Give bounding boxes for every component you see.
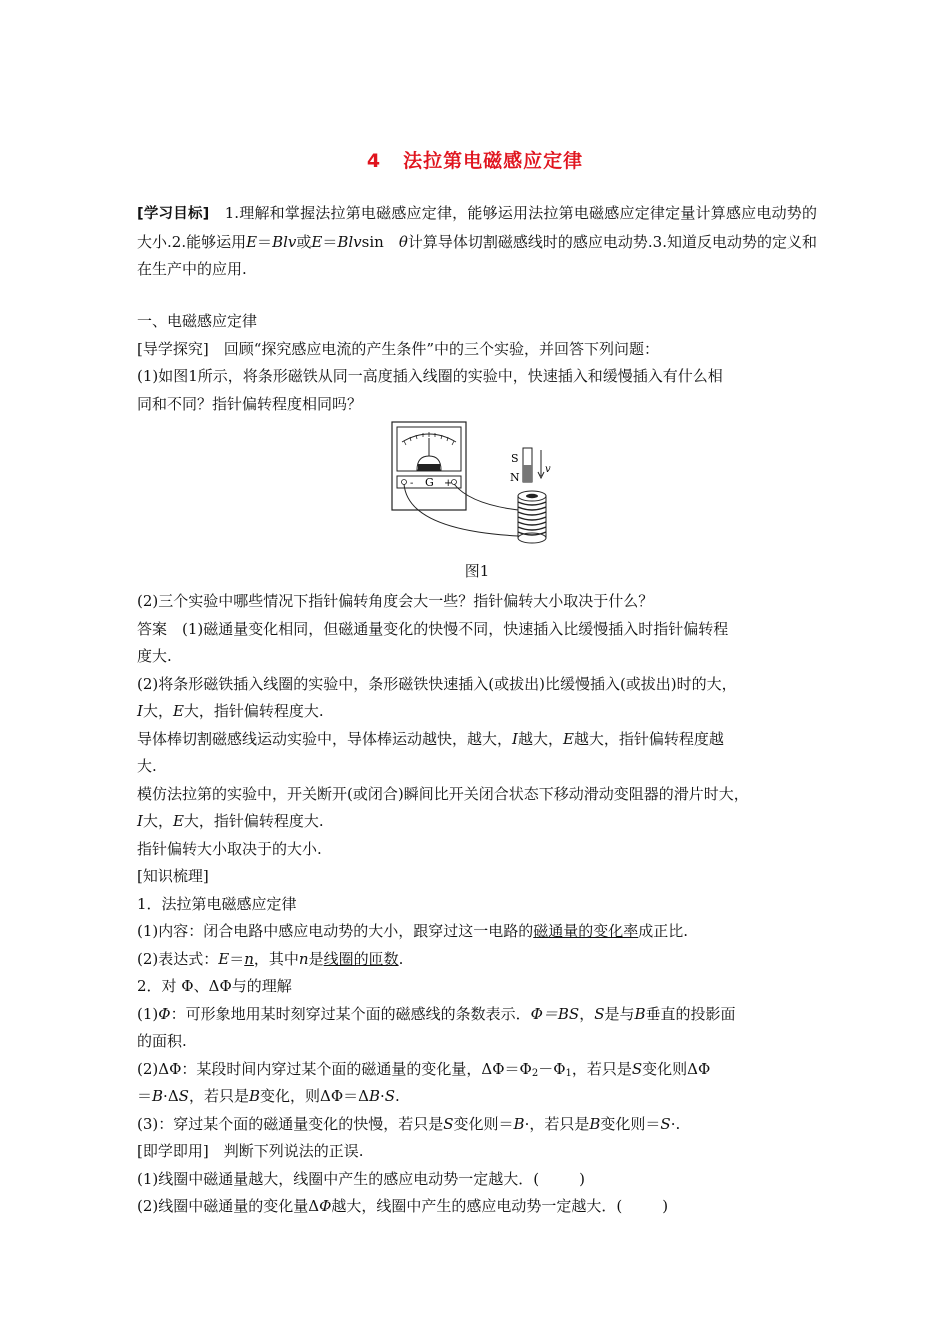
goals-text: 或 bbox=[296, 232, 312, 251]
answer-line bbox=[137, 808, 817, 836]
underlined-answer: 线圈的匝数 bbox=[323, 949, 399, 968]
coil bbox=[518, 491, 546, 543]
goals-text: ＝ bbox=[257, 232, 273, 251]
section-heading: 一、电磁感应定律 bbox=[137, 312, 258, 330]
judge-item bbox=[137, 1166, 817, 1194]
text: ·. bbox=[670, 1114, 681, 1133]
magnet-n-pole bbox=[523, 465, 532, 482]
title-text: 法拉第电磁感应定律 bbox=[403, 150, 584, 172]
answer-line: 模仿法拉第的实验中，开关断开(或闭合)瞬间比开关闭合状态下移动滑动变阻器的滑片时大， bbox=[137, 784, 749, 803]
text: (2)表达式： bbox=[137, 949, 219, 968]
text: ＝ bbox=[229, 949, 245, 968]
var-E: E bbox=[218, 949, 230, 968]
goals-text: sin bbox=[361, 232, 399, 251]
text: 大，指针偏转程度大. bbox=[183, 702, 324, 720]
knowledge-line: 2．对 Φ、ΔΦ与的理解 bbox=[137, 977, 292, 995]
text: (1)线圈中磁通量越大，线圈中产生的感应电动势一定越大．( bbox=[137, 1169, 540, 1188]
knowledge-line: 1．法拉第电磁感应定律 bbox=[137, 894, 297, 913]
formula-var: θ bbox=[398, 232, 408, 251]
text: ， bbox=[579, 1004, 595, 1023]
answer-line: 大. bbox=[137, 757, 157, 775]
text: ，其中 bbox=[253, 949, 299, 968]
text: 是 bbox=[308, 949, 324, 968]
formula: Φ＝BS bbox=[530, 1004, 580, 1023]
text: 变化则＝ bbox=[600, 1114, 661, 1133]
text: · bbox=[379, 1087, 385, 1105]
text: 变化，则ΔΦ＝Δ bbox=[259, 1087, 369, 1105]
var-B: B bbox=[513, 1114, 525, 1133]
formula-var: Blv bbox=[337, 232, 362, 251]
knowledge-line bbox=[137, 1056, 817, 1084]
text: ) bbox=[662, 1197, 669, 1215]
text: ) bbox=[579, 1169, 585, 1188]
text: ：可形象地用某时刻穿过某个面的磁感线的条数表示． bbox=[170, 1004, 531, 1023]
var-B: B bbox=[589, 1114, 601, 1133]
var-B: B bbox=[634, 1004, 646, 1023]
knowledge-line bbox=[137, 1001, 817, 1029]
text: ·Δ bbox=[163, 1087, 179, 1105]
text: 变化则ΔΦ bbox=[642, 1059, 711, 1078]
var-S: S bbox=[660, 1114, 671, 1133]
var-n: n bbox=[298, 949, 309, 968]
var-B: B bbox=[248, 1087, 260, 1105]
knowledge-line bbox=[137, 1083, 817, 1111]
text: ＝ bbox=[137, 1087, 153, 1105]
galvanometer-label: G bbox=[425, 476, 434, 489]
text: 大， bbox=[142, 702, 173, 720]
goals-text: 计算导体切割磁感线时的感应电动势.3.知道反电动势的定义和在生产中的应用. bbox=[137, 232, 817, 278]
apply-heading: [即学即用] 判断下列说法的正误. bbox=[137, 1142, 364, 1160]
formula-var: E bbox=[311, 232, 323, 251]
subscript: 1 bbox=[565, 1067, 572, 1079]
answer-line: 度大. bbox=[137, 647, 172, 665]
var-I: I bbox=[137, 812, 143, 830]
text: 是与 bbox=[604, 1004, 635, 1023]
text: 越大，线圈中产生的感应电动势一定越大．( bbox=[331, 1197, 623, 1215]
figure-caption: 图1 bbox=[464, 562, 490, 580]
learning-goals bbox=[137, 200, 817, 284]
question-line: (1)如图1所示，将条形磁铁从同一高度插入线圈的实验中，快速插入和缓慢插入有什么相 bbox=[137, 367, 723, 385]
goals-text: ＝ bbox=[322, 232, 338, 251]
var-S: S bbox=[178, 1087, 189, 1105]
var-E: E bbox=[562, 729, 574, 748]
text: 大，指针偏转程度大. bbox=[183, 812, 324, 830]
var-B: B bbox=[368, 1087, 380, 1105]
subscript: 2 bbox=[531, 1067, 539, 1079]
var-phi: Φ bbox=[319, 1197, 332, 1215]
knowledge-line: 的面积. bbox=[137, 1032, 187, 1050]
var-S: S bbox=[443, 1114, 454, 1133]
figure-1 bbox=[137, 420, 817, 588]
terminal-minus bbox=[402, 480, 407, 485]
text: (3)：穿过某个面的磁通量变化的快慢，若只是 bbox=[137, 1114, 444, 1133]
guide-line: [导学探究] 回顾“探究感应电流的产生条件”中的三个实验，并回答下列问题： bbox=[137, 339, 660, 358]
var-S: S bbox=[594, 1004, 605, 1023]
var-phi: Φ bbox=[158, 1004, 171, 1023]
var-S: S bbox=[384, 1087, 396, 1105]
galvanometer-diagram bbox=[390, 420, 590, 556]
formula-var: E bbox=[246, 232, 258, 251]
text: ，若只是 bbox=[571, 1059, 632, 1078]
answer-line: 答案 (1)磁通量变化相同，但磁通量变化的快慢不同，快速插入比缓慢插入时指针偏转程 bbox=[137, 619, 729, 638]
var-E: E bbox=[172, 812, 184, 830]
text: 导体棒切割磁感线运动实验中，导体棒运动越快，越大， bbox=[137, 729, 513, 748]
text: －Φ bbox=[538, 1059, 566, 1078]
answer-line: 指针偏转大小取决于的大小. bbox=[137, 839, 322, 858]
page-title bbox=[0, 146, 950, 173]
knowledge-heading: [知识梳理] bbox=[137, 867, 209, 885]
plus-sign: + bbox=[444, 478, 453, 489]
magnet-s-label: S bbox=[511, 452, 519, 465]
knowledge-line bbox=[137, 946, 817, 974]
question-line: 同和不同？指针偏转程度相同吗？ bbox=[137, 394, 363, 413]
var-E: E bbox=[172, 702, 184, 720]
minus-sign: - bbox=[410, 478, 414, 489]
text: . bbox=[398, 949, 404, 968]
magnet-n-label: N bbox=[510, 471, 520, 484]
question-line: (2)三个实验中哪些情况下指针偏转角度会大一些？指针偏转大小取决于什么？ bbox=[137, 592, 654, 610]
text: (2)ΔΦ：某段时间内穿过某个面的磁通量的变化量，ΔΦ＝Φ bbox=[137, 1059, 532, 1078]
var-B: B bbox=[152, 1087, 164, 1105]
var-I: I bbox=[512, 729, 518, 748]
text: 越大，指针偏转程度越 bbox=[573, 729, 724, 748]
var-I: I bbox=[137, 702, 143, 720]
var-n: n bbox=[244, 949, 254, 968]
answer-content bbox=[137, 588, 817, 1221]
knowledge-line bbox=[137, 918, 817, 946]
text: 垂直的投影面 bbox=[645, 1004, 736, 1023]
answer-line bbox=[137, 698, 817, 726]
text: 越大， bbox=[517, 729, 563, 748]
text: (1)内容：闭合电路中感应电动势的大小，跟穿过这一电路的 bbox=[137, 922, 534, 940]
text: 成正比. bbox=[638, 922, 689, 940]
var-S: S bbox=[631, 1059, 643, 1078]
text: ，若只是 bbox=[188, 1087, 249, 1105]
needle-mount bbox=[418, 464, 440, 470]
text: 变化则＝ bbox=[453, 1114, 514, 1133]
goals-text: 1.理解和掌握法拉第电磁感应定律，能够运用法拉第电磁感应定律定量计算感应电动势的大小.2.能够运用 bbox=[137, 204, 817, 251]
text: 大， bbox=[142, 812, 173, 830]
section-content bbox=[137, 308, 817, 1221]
answer-line: (2)将条形磁铁插入线圈的实验中，条形磁铁快速插入(或拔出)比缓慢插入(或拔出)时的大， bbox=[137, 674, 737, 693]
judge-item bbox=[137, 1193, 817, 1221]
formula-var: Blv bbox=[272, 232, 297, 251]
text: ·，若只是 bbox=[524, 1114, 590, 1133]
underlined-answer: 磁通量的变化率 bbox=[533, 922, 639, 940]
text: (1) bbox=[137, 1004, 159, 1023]
goals-label: [学习目标] bbox=[137, 206, 210, 222]
section-number: 4 bbox=[366, 150, 382, 172]
text: (2)线圈中磁通量的变化量Δ bbox=[137, 1197, 320, 1215]
answer-line bbox=[137, 726, 817, 754]
velocity-label: v bbox=[545, 464, 551, 475]
text: . bbox=[395, 1087, 400, 1105]
knowledge-line bbox=[137, 1111, 817, 1139]
